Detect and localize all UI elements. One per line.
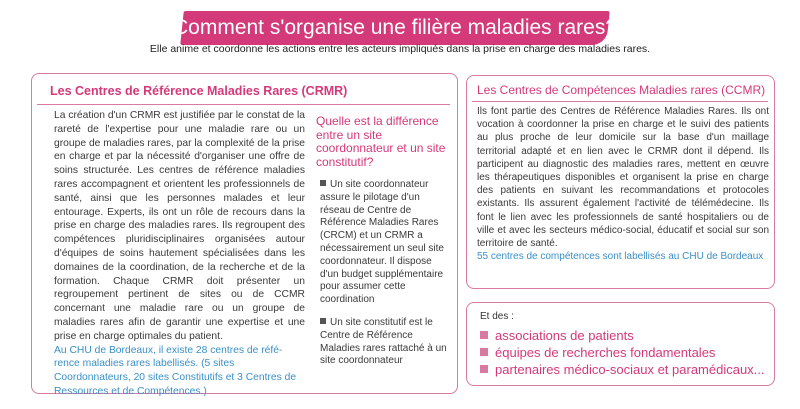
list-item-label: équipes de recherches fondamentales xyxy=(495,345,716,360)
question-answer-constitutif xyxy=(320,317,448,368)
crmr-description xyxy=(54,109,305,399)
list-item xyxy=(480,344,765,361)
others-list xyxy=(480,327,765,378)
ccmr-body-text: Ils font partie des Centres de Référence Maladies Rares. Ils ont vocation à coordonner la prise en charge et le suivi des patients au plus proche de leur domicile sur la base d'un maillage territorial adapté et en lien avec le CRMR dont il dépend. Ils participent au diagnostic des maladies rares, mettent en œuvre les thérapeutiques disponibles et organisent la prise en charge des patients en suivant les recommandations et protocoles existants. Ils assurent également l'activité de télémédecine. Ils font le lien avec les professionnels de santé hospitaliers ou de ville et avec les secteurs médico-social, éducatif et social sur son territoire de santé. xyxy=(477,106,769,250)
bullet-square-icon xyxy=(320,318,326,324)
list-item-label: partenaires médico-sociaux et paramédicaux... xyxy=(495,362,765,377)
crmr-heading: Les Centres de Référence Maladies Rares (CRMR) xyxy=(50,84,348,98)
ccmr-bordeaux-note: 55 centres de compétences sont labellisés au CHU de Bordeaux xyxy=(477,251,764,263)
answer-text: Un site coordonnateur assure le pilotage d'un réseau de Centre de Référence Maladies Rares (CRCM) et un CRMR a nécessairement un seul site coordonnateur. Il dispose d'un budget supplémentaire pour assumer cette coordination xyxy=(320,179,444,306)
question-title: Quelle est la différence entre un site coordonnateur et un site constitutif? xyxy=(316,114,446,169)
bullet-square-icon xyxy=(480,365,488,373)
bullet-square-icon xyxy=(480,331,488,339)
answer-text: Un site constitutif est le Centre de Référence Maladies rares rattaché à un site coordonnateur xyxy=(320,317,447,367)
others-panel xyxy=(466,302,775,386)
bullet-square-icon xyxy=(320,180,326,186)
crmr-panel xyxy=(31,73,458,397)
list-item-label: associations de patients xyxy=(495,328,634,343)
ccmr-panel xyxy=(466,75,775,289)
ccmr-heading: Les Centres de Compétences Maladies rares (CCMR) xyxy=(477,83,766,97)
bullet-square-icon xyxy=(480,348,488,356)
page-title: Comment s'organise une filière maladies rares? xyxy=(172,16,618,39)
list-item xyxy=(480,361,765,378)
list-item xyxy=(480,327,765,344)
crmr-bordeaux-note: Au CHU de Bordeaux, il existe 28 centres de réfé-rence maladies rares labellisés. (5 sites Coordonnateurs, 20 sites Constitutifs et 3 Centres de Ressources et de Compétences.) xyxy=(54,344,297,397)
ccmr-divider xyxy=(472,101,768,102)
others-intro: Et des : xyxy=(480,311,514,322)
ccmr-description xyxy=(477,105,769,263)
page-subtitle: Elle anime et coordonne les actions entre les acteurs impliqués dans la prise en charge des maladies rares. xyxy=(149,43,651,55)
question-answer-coordonnateur xyxy=(320,179,448,307)
crmr-divider xyxy=(37,104,450,105)
crmr-body-text: La création d'un CRMR est justifiée par le constat de la rareté de l'expertise pour une maladie rare ou un groupe de maladies rares, par la complexité de la prise en charge et par la nécessité d'organiser une offre de soins structurée. Les centres de référence maladies rares accompagnent et orientent les professionnels de santé, ainsi que les personnes malades et leur entourage. Experts, ils ont un rôle de recours dans la prise en charge des maladies rares. Ils regroupent des compétences pluridisciplinaires organisées autour d'équipes de soins hautement spécialisées dans les domaines de la coordination, de la recherche et de la formation. Chaque CRMR doit présenter un regroupement pertinent de sites ou de CCMR concernant une maladie rare ou un groupe de maladies rares afin de garantir une expertise et une prise en charge optimales du patient. xyxy=(54,110,305,342)
